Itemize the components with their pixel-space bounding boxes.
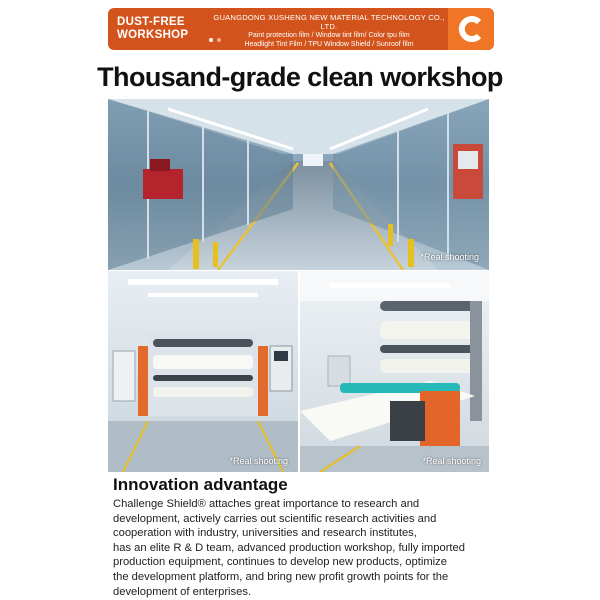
body-line: Challenge Shield® attaches great importance to research and bbox=[113, 498, 420, 510]
photo-caption: *Real shooting bbox=[420, 252, 479, 262]
dust-free-badge bbox=[108, 8, 198, 50]
workshop-corridor-photo bbox=[108, 99, 489, 270]
page-title: Thousand-grade clean workshop bbox=[97, 62, 503, 92]
badge-line-2: WORKSHOP bbox=[117, 29, 189, 41]
carousel-dots bbox=[209, 38, 221, 42]
innovation-heading: Innovation advantage bbox=[113, 475, 288, 494]
body-line: production equipment, continues to develop new products, optimize bbox=[113, 556, 447, 569]
body-line: development, actively carries out scientific research activities and bbox=[113, 512, 437, 525]
film-machine-photo bbox=[108, 271, 298, 472]
dot-active bbox=[209, 38, 213, 42]
products-line-2: Headlight Tint Film / TPU Window Shield / Sunroof film bbox=[244, 41, 414, 48]
coating-line-photo bbox=[300, 271, 489, 472]
body-line: has an elite R & D team, advanced production workshop, fully imported bbox=[113, 541, 465, 554]
c-logo-icon bbox=[448, 8, 494, 50]
body-line: development of enterprises. bbox=[113, 585, 252, 598]
body-line: the development platform, and bring new profit growth points for the bbox=[113, 570, 449, 583]
company-info bbox=[204, 13, 454, 49]
company-name: GUANGDONG XUSHENG NEW MATERIAL TECHNOLOGY CO., LTD. bbox=[213, 13, 445, 31]
dot-inactive bbox=[217, 38, 221, 42]
photo-caption: *Real shooting bbox=[229, 456, 288, 466]
body-line: cooperation with industry, universities and research institutes, bbox=[113, 527, 417, 540]
badge-line-1: DUST-FREE bbox=[117, 16, 185, 28]
products-line-1: Paint protection film / Window tint film/ Color tpu film bbox=[248, 32, 410, 39]
header-banner bbox=[108, 8, 494, 50]
innovation-body bbox=[113, 497, 499, 599]
photo-caption: *Real shooting bbox=[422, 456, 481, 466]
